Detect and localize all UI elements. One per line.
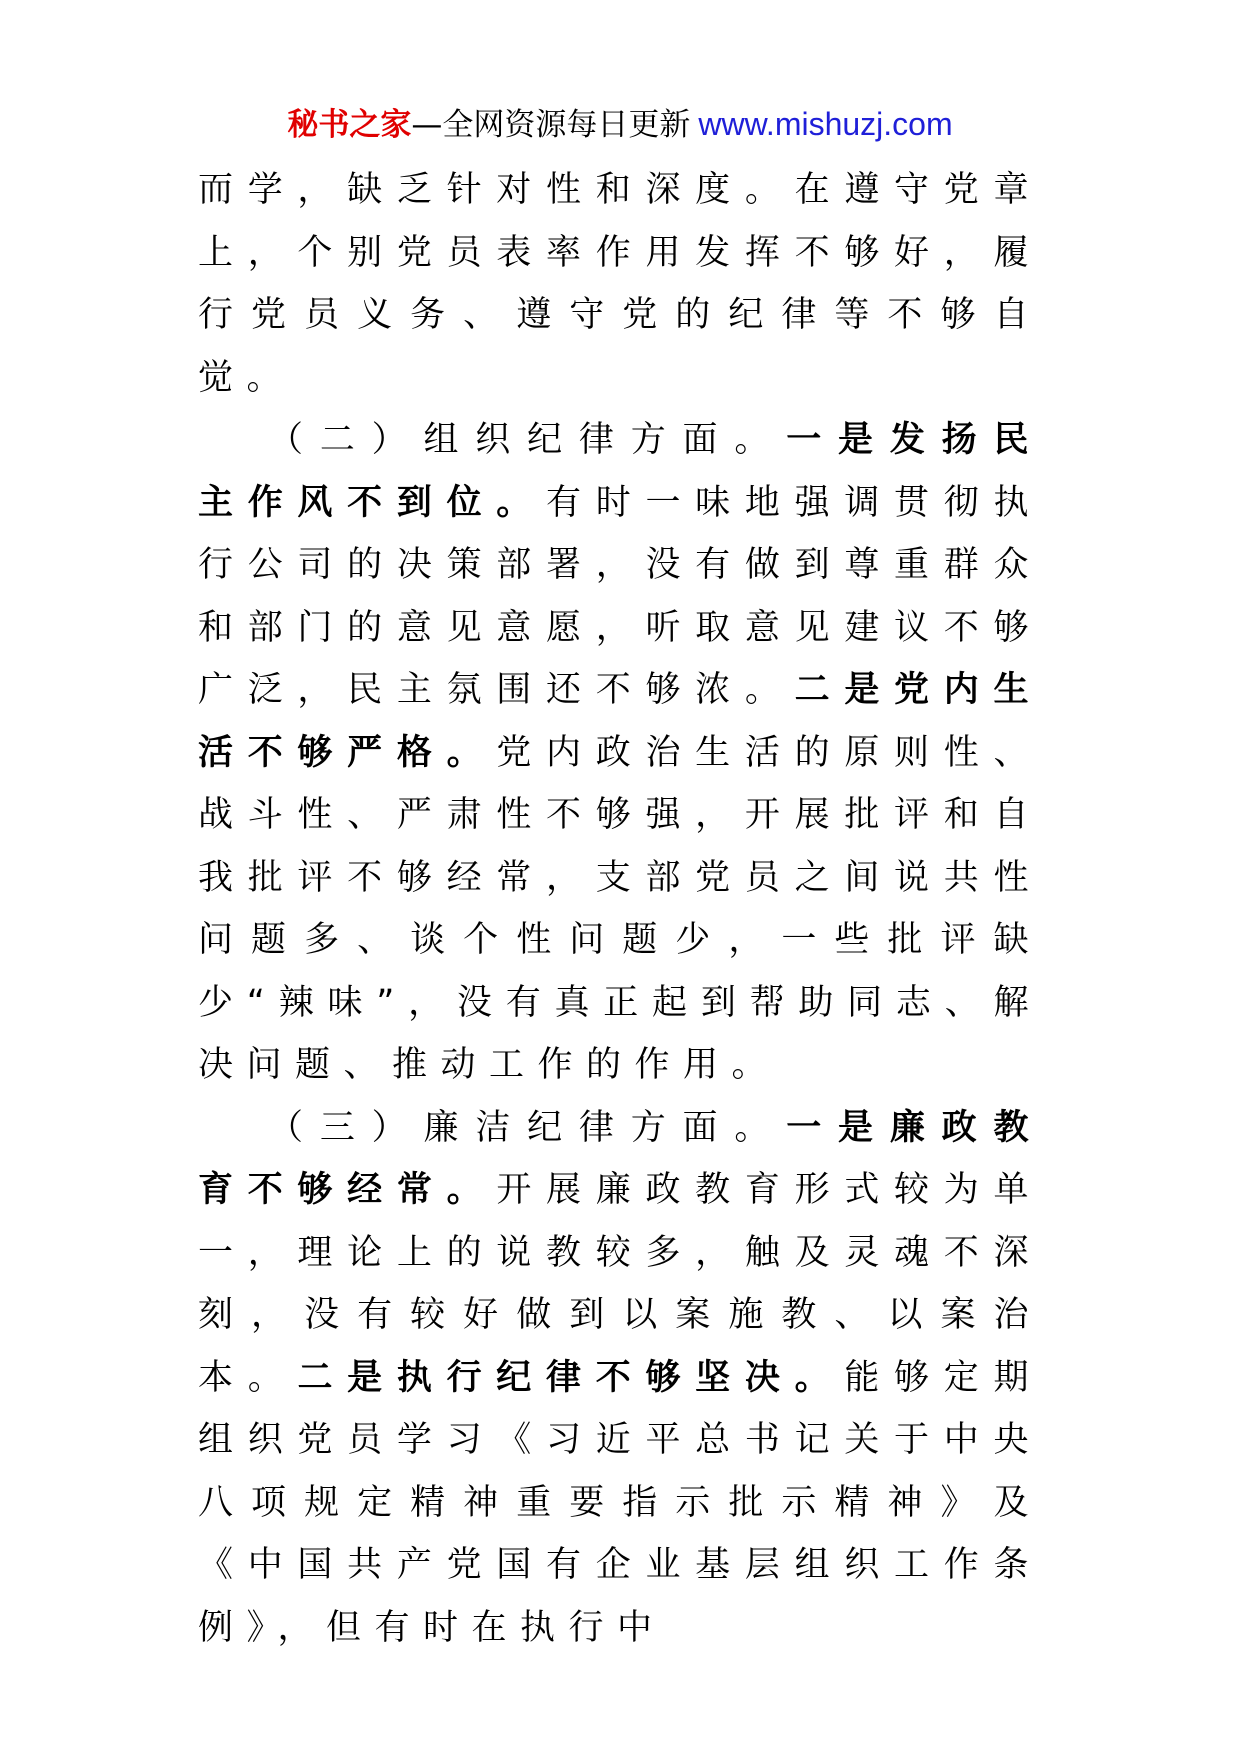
text-run: 有时一味地强调贯彻执行公司的决策部署，没有做到尊重群众和部门的意见意愿，听取意见建议不够广泛，民主氛围还不够浓。 (198, 482, 1042, 710)
bold-point: 一是发扬民主作风不到位。 (198, 420, 1042, 523)
paragraph (198, 409, 1042, 1097)
brand-name: 秘书之家 (287, 107, 412, 143)
paragraph (198, 1097, 1042, 1660)
header-tagline: —全网资源每日更新 (411, 107, 691, 143)
text-run: 开展廉政教育形式较为单一，理论上的说教较多，触及灵魂不深刻，没有较好做到以案施教、以案治本。 (198, 1170, 1042, 1398)
document-body (198, 159, 1042, 1659)
text-run: 党内政治生活的原则性、战斗性、严肃性不够强，开展批评和自我批评不够经常，支部党员之间说共性问题多、谈个性问题少，一些批评缺少“辣味”，没有真正起到帮助同志、解决问题、推动工作的作用。 (198, 732, 1042, 1085)
bold-point: 二是党内生活不够严格。 (198, 670, 1042, 773)
page-header (0, 102, 1240, 147)
section-heading: （三）廉洁纪律方面。 (268, 1107, 787, 1148)
bold-point: 一是廉政教育不够经常。 (198, 1107, 1042, 1210)
website-link[interactable]: www.mishuzj.com (698, 106, 953, 142)
text-run: 能够定期组织党员学习《习近平总书记关于中央八项规定精神重要指示批示精神》及《中国共产党国有企业基层组织工作条例》，但有时在执行中 (198, 1357, 1042, 1648)
paragraph (198, 159, 1042, 409)
section-heading: （二）组织纪律方面。 (268, 420, 787, 460)
bold-point: 二是执行纪律不够坚决。 (297, 1357, 845, 1398)
text-run: 而学，缺乏针对性和深度。在遵守党章上，个别党员表率作用发挥不够好，履行党员义务、遵守党的纪律等不够自觉。 (198, 170, 1042, 398)
